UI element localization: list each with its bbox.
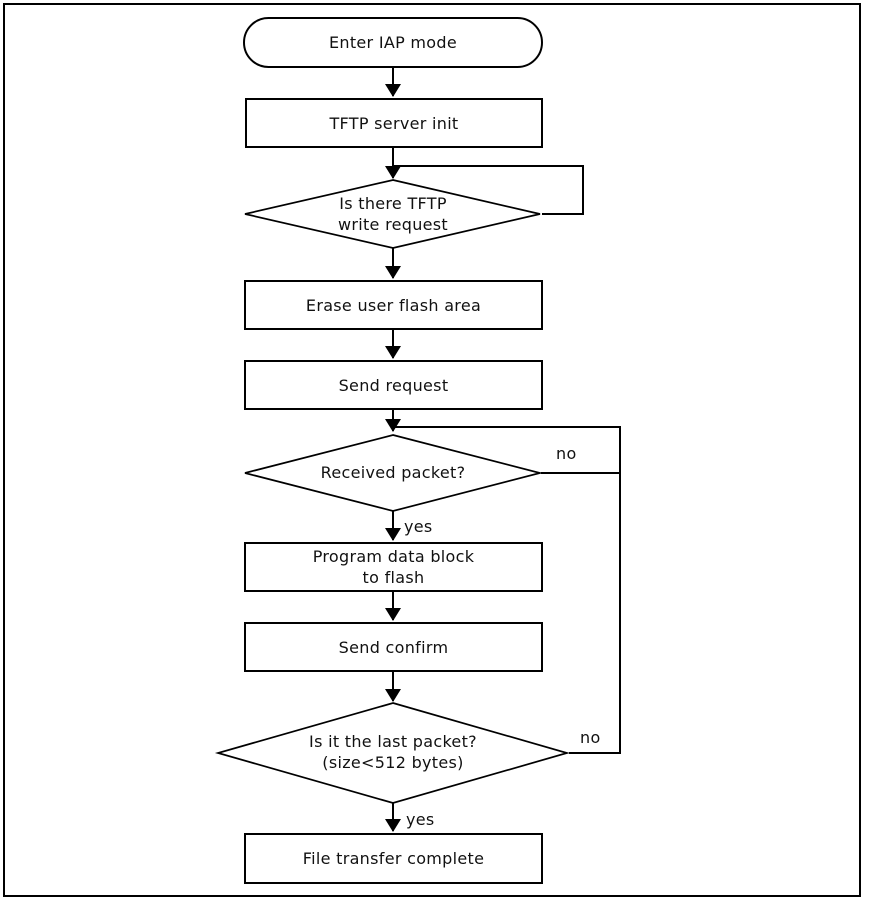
node-label: TFTP server init [329, 113, 459, 133]
node-label-line2: to flash [362, 568, 425, 587]
decision-label-write-request [283, 193, 503, 235]
node-label: Send request [338, 375, 449, 395]
node-send-confirm [244, 622, 543, 672]
edge-label-last-packet-yes: yes [406, 810, 435, 829]
node-send-request [244, 360, 543, 410]
node-label: Erase user flash area [305, 295, 482, 315]
node-enter-iap-mode [243, 17, 543, 68]
edge-label-received-packet-yes: yes [404, 517, 433, 536]
node-erase-user-flash-area [244, 280, 543, 330]
node-label: File transfer complete [302, 849, 485, 868]
node-file-transfer-complete [244, 833, 543, 884]
node-label: Send confirm [338, 637, 449, 657]
node-tftp-server-init [245, 98, 543, 148]
decision-label-line2: write request [337, 215, 449, 234]
node-program-data-block-to-flash [244, 542, 543, 592]
decision-label-line1: Received packet? [320, 463, 466, 482]
decision-label-line1: Is it the last packet? [309, 732, 477, 751]
node-label: Enter IAP mode [328, 33, 457, 52]
decision-label-last-packet [263, 731, 523, 773]
node-label-line1: Program data block [312, 547, 475, 566]
decision-label-received-packet [283, 462, 503, 483]
decision-label-line2: (size<512 bytes) [322, 753, 464, 772]
edge-label-last-packet-no: no [580, 728, 601, 747]
decision-label-line1: Is there TFTP [339, 194, 447, 213]
edge-label-received-packet-no: no [556, 444, 577, 463]
